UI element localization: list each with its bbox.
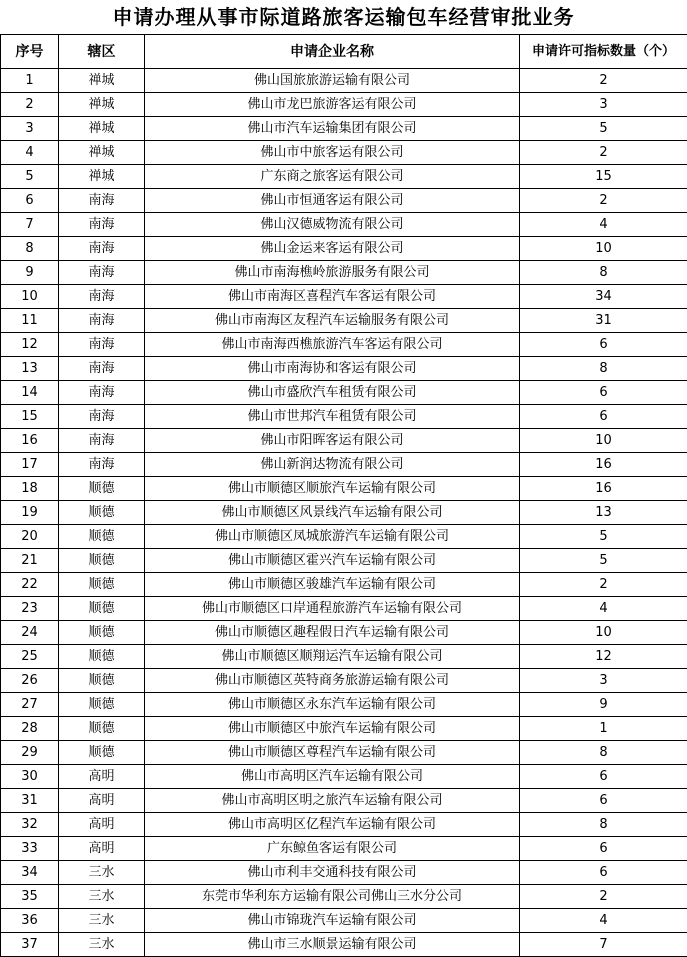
serial-no-cell: 10	[1, 285, 59, 309]
table-row	[1, 549, 687, 573]
permit-count-cell: 4	[520, 213, 687, 237]
company-name-cell: 佛山市锦珑汽车运输有限公司	[145, 909, 520, 933]
district-cell: 顺德	[59, 477, 145, 501]
table-row	[1, 477, 687, 501]
district-cell: 顺德	[59, 669, 145, 693]
serial-no-cell: 27	[1, 693, 59, 717]
company-name-cell: 佛山市顺德区凤城旅游汽车运输有限公司	[145, 525, 520, 549]
district-cell: 禅城	[59, 165, 145, 189]
district-cell: 南海	[59, 213, 145, 237]
table-row	[1, 213, 687, 237]
serial-no-cell: 3	[1, 117, 59, 141]
table-row	[1, 765, 687, 789]
company-name-cell: 佛山市南海西樵旅游汽车客运有限公司	[145, 333, 520, 357]
table-row	[1, 885, 687, 909]
permit-count-cell: 6	[520, 837, 687, 861]
serial-no-cell: 31	[1, 789, 59, 813]
serial-no-cell: 34	[1, 861, 59, 885]
serial-no-cell: 18	[1, 477, 59, 501]
permit-count-cell: 2	[520, 573, 687, 597]
district-cell: 顺德	[59, 741, 145, 765]
serial-no-cell: 22	[1, 573, 59, 597]
company-name-cell: 佛山市顺德区中旅汽车运输有限公司	[145, 717, 520, 741]
company-name-cell: 佛山市南海樵岭旅游服务有限公司	[145, 261, 520, 285]
district-cell: 南海	[59, 381, 145, 405]
table-row	[1, 597, 687, 621]
serial-no-cell: 37	[1, 933, 59, 957]
company-name-cell: 佛山市阳晖客运有限公司	[145, 429, 520, 453]
district-cell: 高明	[59, 765, 145, 789]
permit-count-cell: 10	[520, 621, 687, 645]
table-row	[1, 669, 687, 693]
district-cell: 顺德	[59, 501, 145, 525]
district-cell: 南海	[59, 189, 145, 213]
table-row	[1, 741, 687, 765]
permit-count-cell: 6	[520, 333, 687, 357]
company-name-cell: 佛山市高明区亿程汽车运输有限公司	[145, 813, 520, 837]
company-name-cell: 佛山市顺德区趣程假日汽车运输有限公司	[145, 621, 520, 645]
table-row	[1, 693, 687, 717]
company-name-cell: 广东鲸鱼客运有限公司	[145, 837, 520, 861]
serial-no-cell: 35	[1, 885, 59, 909]
company-name-cell: 佛山市顺德区顺旅汽车运输有限公司	[145, 477, 520, 501]
table-row	[1, 93, 687, 117]
permit-count-cell: 6	[520, 861, 687, 885]
permit-count-cell: 6	[520, 405, 687, 429]
permit-count-cell: 8	[520, 741, 687, 765]
table-row	[1, 429, 687, 453]
district-cell: 顺德	[59, 549, 145, 573]
district-cell: 顺德	[59, 717, 145, 741]
permit-count-cell: 5	[520, 117, 687, 141]
permit-count-cell: 6	[520, 789, 687, 813]
district-cell: 南海	[59, 285, 145, 309]
permit-count-cell: 2	[520, 69, 687, 93]
district-cell: 顺德	[59, 525, 145, 549]
district-cell: 顺德	[59, 693, 145, 717]
table-row	[1, 309, 687, 333]
table-row	[1, 621, 687, 645]
company-name-cell: 佛山市顺德区永东汽车运输有限公司	[145, 693, 520, 717]
table-body	[1, 69, 687, 957]
company-name-cell: 佛山市顺德区骏雄汽车运输有限公司	[145, 573, 520, 597]
table-row	[1, 69, 687, 93]
company-name-cell: 佛山市盛欣汽车租赁有限公司	[145, 381, 520, 405]
district-cell: 南海	[59, 309, 145, 333]
serial-no-cell: 6	[1, 189, 59, 213]
company-name-cell: 佛山市利丰交通科技有限公司	[145, 861, 520, 885]
table-row	[1, 861, 687, 885]
table-row	[1, 717, 687, 741]
permit-count-cell: 6	[520, 765, 687, 789]
permit-count-cell: 16	[520, 453, 687, 477]
district-cell: 三水	[59, 885, 145, 909]
permit-count-cell: 1	[520, 717, 687, 741]
serial-no-cell: 33	[1, 837, 59, 861]
serial-no-cell: 29	[1, 741, 59, 765]
district-cell: 三水	[59, 909, 145, 933]
page-title: 申请办理从事市际道路旅客运输包车经营审批业务	[112, 5, 575, 29]
table-row	[1, 501, 687, 525]
district-cell: 南海	[59, 261, 145, 285]
table-row	[1, 333, 687, 357]
company-name-cell: 佛山金运来客运有限公司	[145, 237, 520, 261]
company-name-cell: 佛山市顺德区英特商务旅游运输有限公司	[145, 669, 520, 693]
district-cell: 禅城	[59, 141, 145, 165]
permit-count-cell: 16	[520, 477, 687, 501]
approval-table	[0, 34, 687, 957]
permit-count-cell: 8	[520, 261, 687, 285]
district-cell: 南海	[59, 237, 145, 261]
company-name-cell: 佛山市南海区喜程汽车客运有限公司	[145, 285, 520, 309]
permit-count-cell: 5	[520, 525, 687, 549]
serial-no-cell: 30	[1, 765, 59, 789]
district-cell: 顺德	[59, 597, 145, 621]
header-company-name: 申请企业名称	[145, 35, 520, 69]
table-row	[1, 789, 687, 813]
serial-no-cell: 17	[1, 453, 59, 477]
table-row	[1, 645, 687, 669]
serial-no-cell: 11	[1, 309, 59, 333]
serial-no-cell: 8	[1, 237, 59, 261]
permit-count-cell: 2	[520, 141, 687, 165]
permit-count-cell: 13	[520, 501, 687, 525]
company-name-cell: 佛山市三水顺景运输有限公司	[145, 933, 520, 957]
company-name-cell: 东莞市华利东方运输有限公司佛山三水分公司	[145, 885, 520, 909]
company-name-cell: 佛山市顺德区尊程汽车运输有限公司	[145, 741, 520, 765]
district-cell: 高明	[59, 813, 145, 837]
company-name-cell: 佛山市龙巴旅游客运有限公司	[145, 93, 520, 117]
serial-no-cell: 26	[1, 669, 59, 693]
serial-no-cell: 23	[1, 597, 59, 621]
serial-no-cell: 7	[1, 213, 59, 237]
company-name-cell: 佛山市南海协和客运有限公司	[145, 357, 520, 381]
district-cell: 顺德	[59, 621, 145, 645]
table-row	[1, 813, 687, 837]
serial-no-cell: 9	[1, 261, 59, 285]
serial-no-cell: 14	[1, 381, 59, 405]
company-name-cell: 佛山市顺德区口岸通程旅游汽车运输有限公司	[145, 597, 520, 621]
header-district: 辖区	[59, 35, 145, 69]
table-row	[1, 189, 687, 213]
company-name-cell: 佛山市高明区明之旅汽车运输有限公司	[145, 789, 520, 813]
serial-no-cell: 25	[1, 645, 59, 669]
district-cell: 高明	[59, 789, 145, 813]
district-cell: 南海	[59, 357, 145, 381]
table-row	[1, 261, 687, 285]
serial-no-cell: 12	[1, 333, 59, 357]
permit-count-cell: 31	[520, 309, 687, 333]
permit-count-cell: 15	[520, 165, 687, 189]
table-row	[1, 453, 687, 477]
company-name-cell: 佛山汉德威物流有限公司	[145, 213, 520, 237]
serial-no-cell: 28	[1, 717, 59, 741]
table-row	[1, 117, 687, 141]
header-serial-no: 序号	[1, 35, 59, 69]
company-name-cell: 佛山市顺德区风景线汽车运输有限公司	[145, 501, 520, 525]
company-name-cell: 佛山市顺德区顺翔运汽车运输有限公司	[145, 645, 520, 669]
table-row	[1, 405, 687, 429]
serial-no-cell: 13	[1, 357, 59, 381]
district-cell: 禅城	[59, 93, 145, 117]
company-name-cell: 佛山市南海区友程汽车运输服务有限公司	[145, 309, 520, 333]
serial-no-cell: 19	[1, 501, 59, 525]
table-row	[1, 141, 687, 165]
company-name-cell: 佛山市顺德区霍兴汽车运输有限公司	[145, 549, 520, 573]
serial-no-cell: 36	[1, 909, 59, 933]
permit-count-cell: 8	[520, 813, 687, 837]
district-cell: 南海	[59, 405, 145, 429]
table-header-row	[1, 35, 687, 69]
serial-no-cell: 16	[1, 429, 59, 453]
company-name-cell: 佛山市汽车运输集团有限公司	[145, 117, 520, 141]
permit-count-cell: 10	[520, 237, 687, 261]
company-name-cell: 佛山新润达物流有限公司	[145, 453, 520, 477]
permit-count-cell: 6	[520, 381, 687, 405]
district-cell: 禅城	[59, 117, 145, 141]
serial-no-cell: 24	[1, 621, 59, 645]
permit-count-cell: 12	[520, 645, 687, 669]
permit-count-cell: 2	[520, 885, 687, 909]
header-permit-count: 申请许可指标数量（个）	[520, 35, 687, 69]
serial-no-cell: 20	[1, 525, 59, 549]
company-name-cell: 佛山市高明区汽车运输有限公司	[145, 765, 520, 789]
permit-count-cell: 4	[520, 597, 687, 621]
permit-count-cell: 3	[520, 669, 687, 693]
table-row	[1, 237, 687, 261]
table-row	[1, 837, 687, 861]
district-cell: 顺德	[59, 573, 145, 597]
permit-count-cell: 7	[520, 933, 687, 957]
serial-no-cell: 21	[1, 549, 59, 573]
serial-no-cell: 4	[1, 141, 59, 165]
company-name-cell: 佛山市恒通客运有限公司	[145, 189, 520, 213]
table-row	[1, 357, 687, 381]
permit-count-cell: 3	[520, 93, 687, 117]
permit-count-cell: 5	[520, 549, 687, 573]
district-cell: 三水	[59, 861, 145, 885]
permit-count-cell: 2	[520, 189, 687, 213]
permit-count-cell: 10	[520, 429, 687, 453]
serial-no-cell: 1	[1, 69, 59, 93]
table-row	[1, 525, 687, 549]
company-name-cell: 佛山国旅旅游运输有限公司	[145, 69, 520, 93]
serial-no-cell: 32	[1, 813, 59, 837]
table-row	[1, 381, 687, 405]
permit-count-cell: 34	[520, 285, 687, 309]
permit-count-cell: 4	[520, 909, 687, 933]
table-row	[1, 165, 687, 189]
table-row	[1, 909, 687, 933]
district-cell: 南海	[59, 333, 145, 357]
district-cell: 顺德	[59, 645, 145, 669]
serial-no-cell: 5	[1, 165, 59, 189]
district-cell: 禅城	[59, 69, 145, 93]
table-row	[1, 573, 687, 597]
district-cell: 高明	[59, 837, 145, 861]
company-name-cell: 广东商之旅客运有限公司	[145, 165, 520, 189]
permit-count-cell: 8	[520, 357, 687, 381]
company-name-cell: 佛山市中旅客运有限公司	[145, 141, 520, 165]
permit-count-cell: 9	[520, 693, 687, 717]
company-name-cell: 佛山市世邦汽车租赁有限公司	[145, 405, 520, 429]
serial-no-cell: 2	[1, 93, 59, 117]
district-cell: 南海	[59, 453, 145, 477]
table-row	[1, 285, 687, 309]
district-cell: 南海	[59, 429, 145, 453]
serial-no-cell: 15	[1, 405, 59, 429]
table-row	[1, 933, 687, 957]
district-cell: 三水	[59, 933, 145, 957]
